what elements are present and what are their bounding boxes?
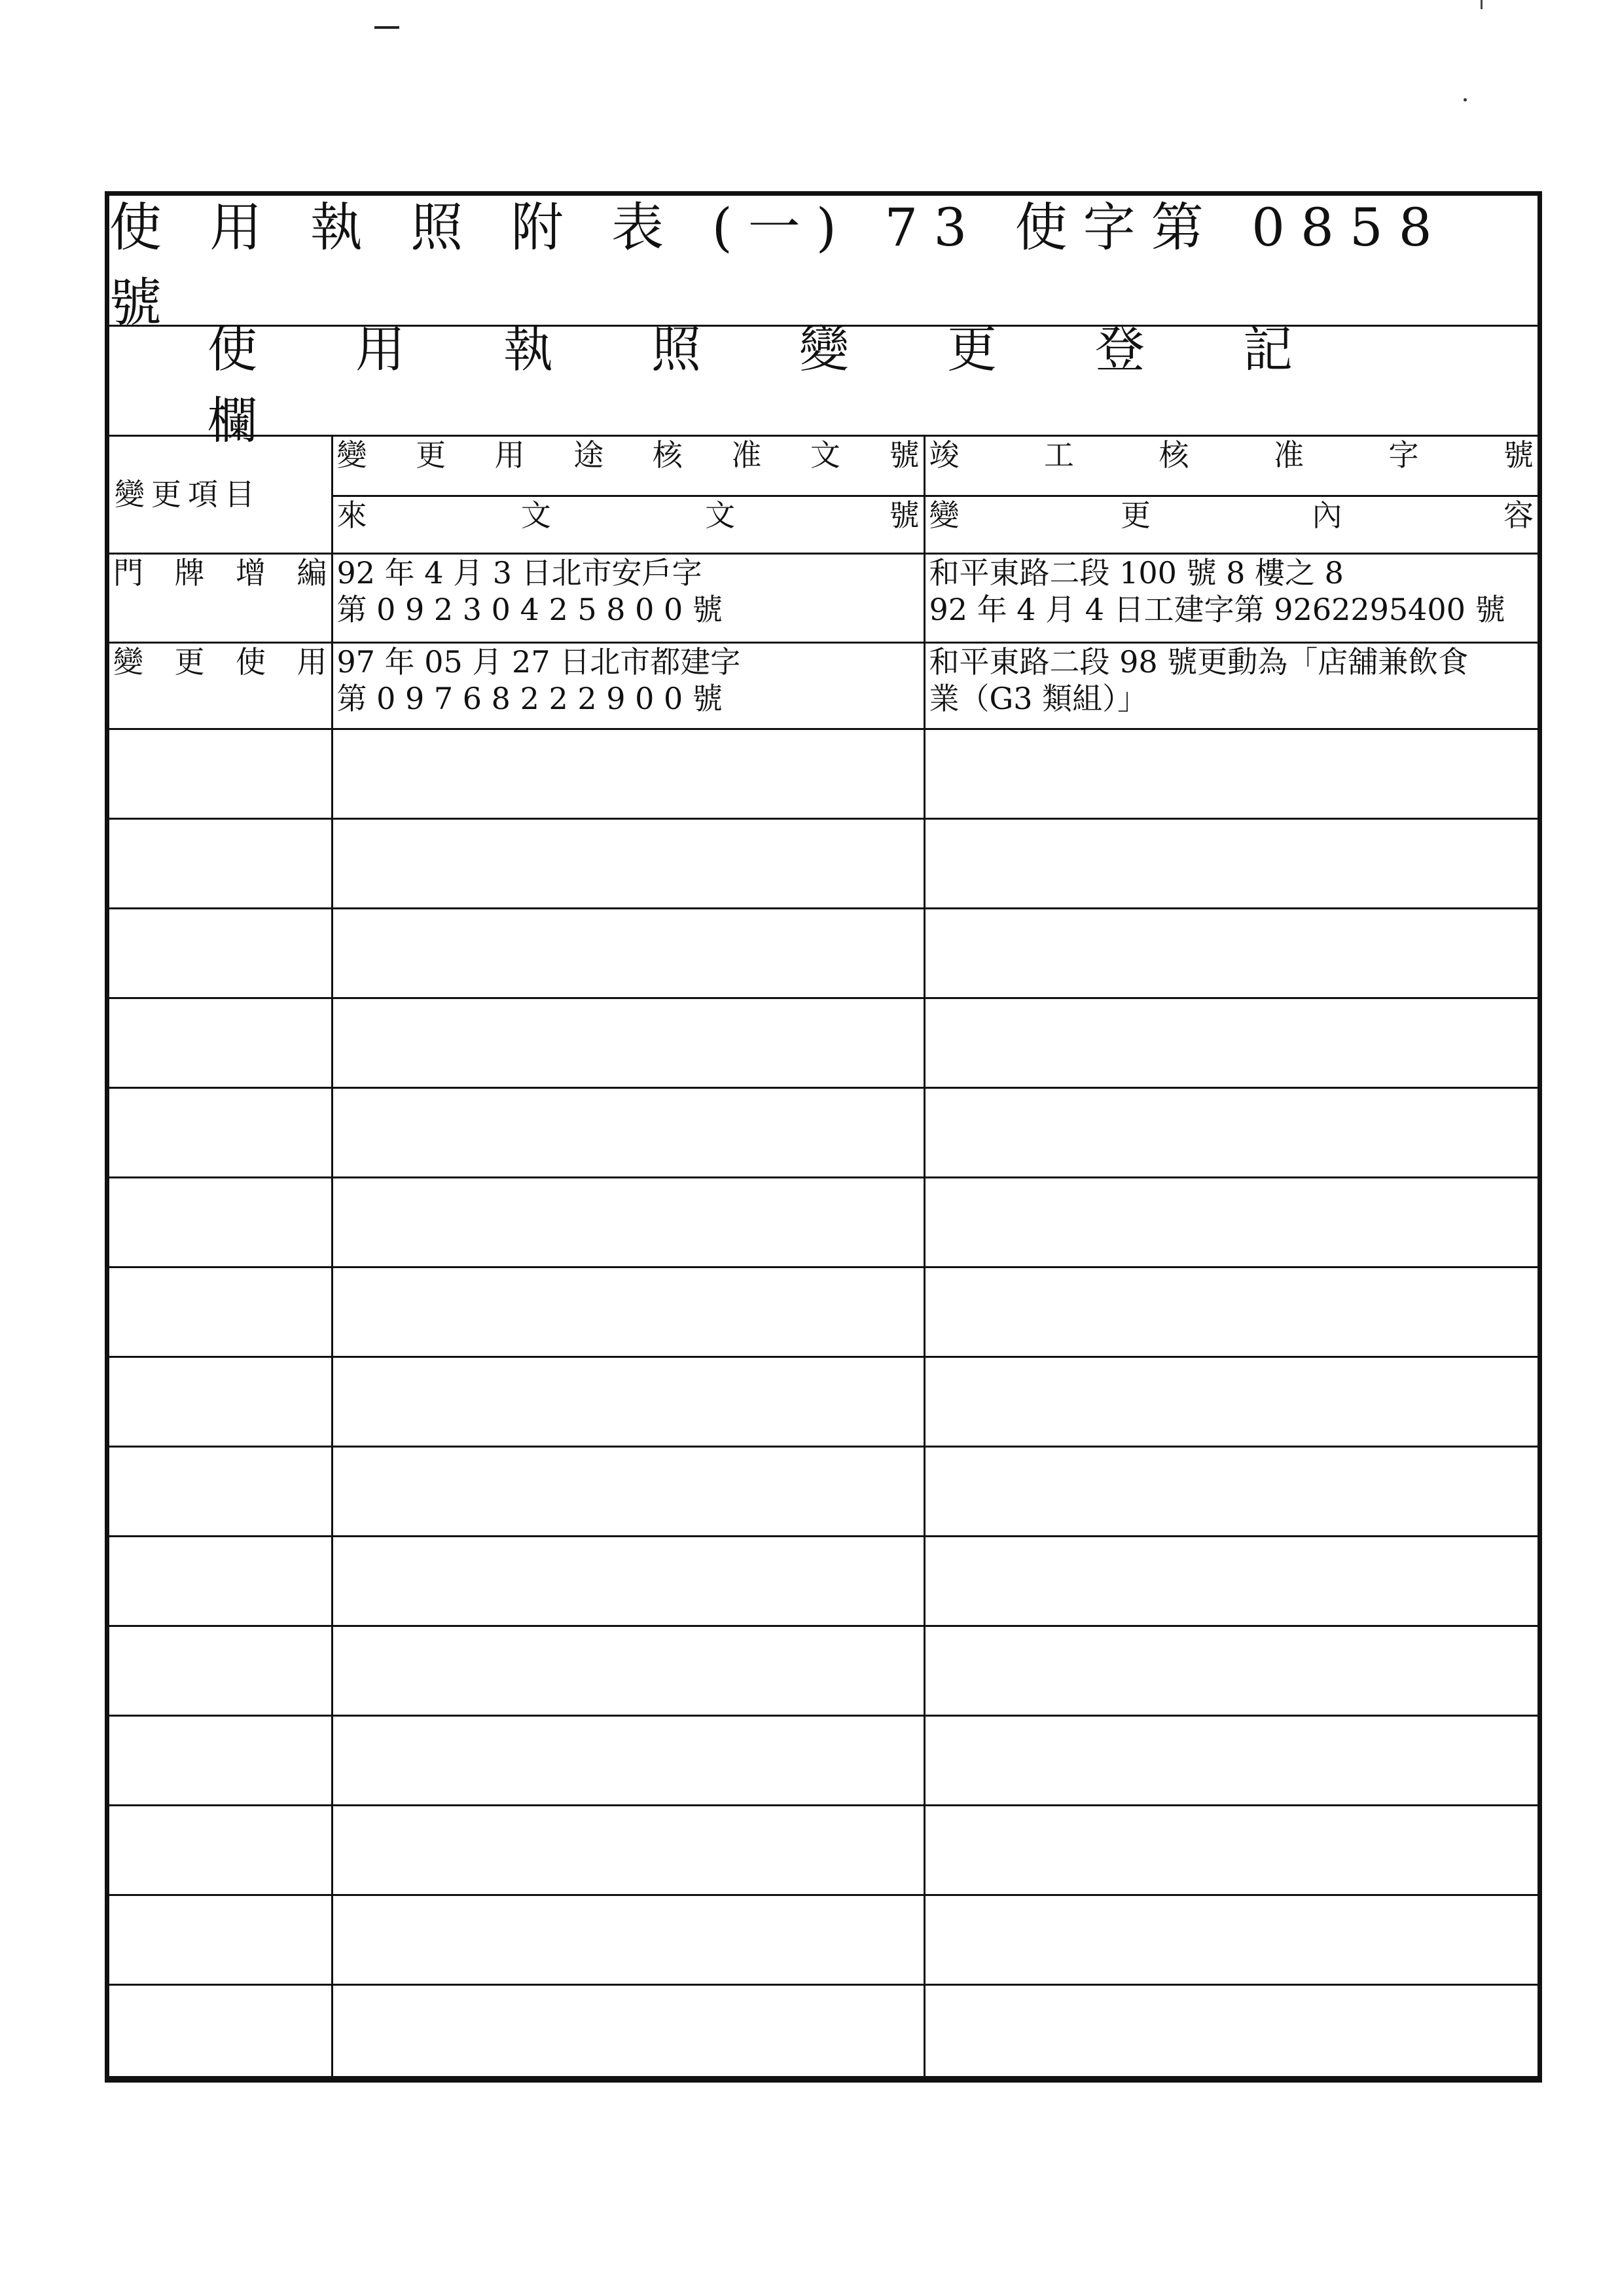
empty-row	[109, 1267, 1537, 1357]
empty-cell	[332, 729, 924, 818]
empty-cell	[924, 908, 1537, 998]
content-line: 92 年 4 月 4 日工建字第 9262295400 號	[929, 591, 1505, 627]
form-title: 使 用 執 照 附 表 (一) 73 使字第 0858 號	[109, 196, 1537, 327]
empty-cell	[109, 1087, 332, 1177]
row-approval-doc	[332, 553, 924, 642]
header-incoming-doc	[332, 496, 924, 553]
empty-cell	[109, 1895, 332, 1984]
empty-cell	[924, 1626, 1537, 1715]
empty-cell	[332, 908, 924, 998]
empty-cell	[924, 1177, 1537, 1267]
empty-cell	[109, 818, 332, 908]
empty-cell	[332, 1087, 924, 1177]
empty-cell	[332, 1984, 924, 2077]
empty-row	[109, 1446, 1537, 1536]
empty-row	[109, 1805, 1537, 1895]
header-approval-doc-text: 變 更 用 途 核 准 文 號	[336, 437, 920, 473]
row-change-content	[924, 642, 1537, 729]
empty-cell	[924, 1446, 1537, 1536]
scan-mark	[1464, 98, 1467, 101]
scan-mark	[374, 26, 399, 29]
empty-cell	[924, 1536, 1537, 1626]
empty-cell	[924, 1267, 1537, 1357]
empty-cell	[924, 729, 1537, 818]
empty-row	[109, 1177, 1537, 1267]
empty-cell	[924, 1805, 1537, 1895]
doc-line: 第 0 9 7 6 8 2 2 2 9 0 0 號	[336, 680, 723, 716]
empty-cell	[109, 1267, 332, 1357]
empty-cell	[924, 1895, 1537, 1984]
empty-cell	[332, 1177, 924, 1267]
empty-row	[109, 1087, 1537, 1177]
empty-cell	[109, 1536, 332, 1626]
empty-cell	[332, 1446, 924, 1536]
empty-row	[109, 1715, 1537, 1805]
empty-row	[109, 998, 1537, 1087]
empty-cell	[332, 1357, 924, 1446]
empty-cell	[332, 1715, 924, 1805]
form-frame	[105, 191, 1542, 2083]
content-line: 和平東路二段 100 號 8 樓之 8	[929, 555, 1344, 591]
empty-cell	[924, 1984, 1537, 2077]
empty-cell	[109, 729, 332, 818]
row-item-text: 門 牌 增 編	[113, 555, 327, 591]
form-subtitle: 使用執照變更登記欄	[109, 327, 1537, 437]
empty-cell	[109, 1715, 332, 1805]
empty-cell	[924, 1357, 1537, 1446]
content-line: 和平東路二段 98 號更動為「店舖兼飲食	[929, 644, 1469, 680]
table-row	[109, 553, 1537, 642]
empty-cell	[332, 818, 924, 908]
empty-cell	[109, 1984, 332, 2077]
empty-cell	[332, 1895, 924, 1984]
empty-cell	[924, 818, 1537, 908]
empty-row	[109, 908, 1537, 998]
empty-cell	[332, 1626, 924, 1715]
content-line: 業（G3 類組）」	[929, 680, 1148, 716]
empty-cell	[109, 1446, 332, 1536]
header-completion-no	[924, 437, 1537, 496]
empty-cell	[109, 908, 332, 998]
empty-cell	[332, 1805, 924, 1895]
header-change-item: 變更項目	[109, 437, 332, 553]
empty-row	[109, 1984, 1537, 2077]
header-approval-doc	[332, 437, 924, 496]
row-item	[109, 642, 332, 729]
empty-cell	[924, 1715, 1537, 1805]
scan-mark	[1481, 0, 1483, 9]
doc-line: 第 0 9 2 3 0 4 2 5 8 0 0 號	[336, 591, 723, 627]
change-register-table	[109, 437, 1537, 2078]
header-completion-no-text: 竣 工 核 准 字 號	[929, 437, 1534, 473]
empty-cell	[924, 998, 1537, 1087]
empty-cell	[109, 1357, 332, 1446]
row-change-content	[924, 553, 1537, 642]
doc-line: 97 年 05 月 27 日北市都建字	[336, 644, 741, 680]
empty-row	[109, 1357, 1537, 1446]
empty-cell	[109, 1177, 332, 1267]
empty-cell	[109, 1805, 332, 1895]
empty-row	[109, 729, 1537, 818]
empty-cell	[109, 998, 332, 1087]
header-change-content	[924, 496, 1537, 553]
empty-row	[109, 818, 1537, 908]
empty-cell	[332, 1267, 924, 1357]
empty-row	[109, 1626, 1537, 1715]
empty-cell	[109, 1626, 332, 1715]
row-item-text: 變 更 使 用	[113, 644, 327, 680]
table-row	[109, 642, 1537, 729]
empty-cell	[332, 998, 924, 1087]
empty-cell	[332, 1536, 924, 1626]
header-incoming-doc-text: 來 文 文 號	[336, 497, 920, 533]
doc-line: 92 年 4 月 3 日北市安戶字	[336, 555, 702, 591]
header-change-content-text: 變 更 內 容	[929, 497, 1534, 533]
empty-row	[109, 1536, 1537, 1626]
row-item	[109, 553, 332, 642]
empty-cell	[924, 1087, 1537, 1177]
row-approval-doc	[332, 642, 924, 729]
empty-row	[109, 1895, 1537, 1984]
